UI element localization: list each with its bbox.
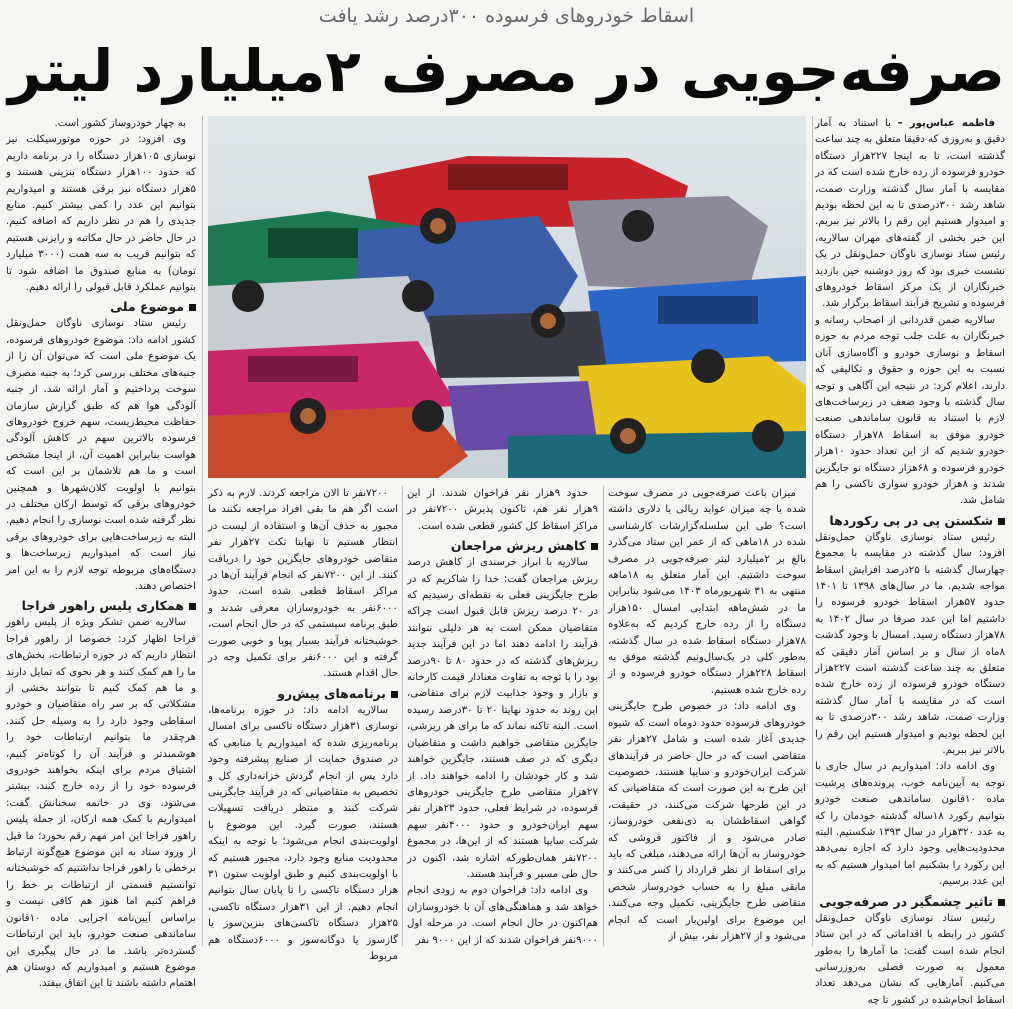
column-rule (402, 486, 403, 946)
bullet-square-icon (998, 518, 1005, 525)
paragraph: رئیس ستاد نوسازی ناوگان حمل‌ونقل افزود: سال گذشته در مقایسه با مجموع چهارسال گذشته با ۲۵درصد افزایش اسقاط مواجه شدیم. ما در سال‌های ۱۳۹۸ تا ۱۴۰۱ حدود ۵۷هزار اسقاط خودرو فرسوده را داشتیم اما این عدد صرفا در سال ۱۴۰۲ به ۷۸هزار دستگاه رسید. امسال با وجود گذشت ۸ماه از سال و بر اساس آمار دقیقی که متعلق به چند ساعت گذشته است ۲۲۷هزار دستگاه خودرو فرسوده از رده خارج شده است که در مقایسه با آمار سال گذشته وزارت صمت، شاهد رشد ۳۰۰درصدی تا به این لحظه بودیم و امیدوار هستیم این رقم را بالاتر نیز ببریم. (815, 531, 1005, 757)
paragraph: میزان باعث صرفه‌جویی در مصرف سوخت شده یا چه میزان عواید ریالی یا دلاری داشته است؟ طی این سلسله‌گزارشات کارشناسی شده در ۱۸ماهی که از عمر این ستاد می‌گذرد بالغ بر ۲میلیارد لیتر صرفه‌جویی در مصرف سوخت داشتیم. این آمار متعلق به ۱۸ماهه منتهی به ۳۱ شهریورماه ۱۴۰۳ می‌شود بنابراین ما در شش‌ماهه ابتدایی امسال ۱۵۰هزار دستگاه را از رده خارج کردیم که به‌علاوه ۷۸هزار دستگاه اسقاط شده در سال گذشته، به‌طور کلی در یک‌سال‌ونیم گذشته موفق به اسقاط ۲۲۸هزار دستگاه خودرو فرسوده و از رده خارج شده هستیم. (608, 488, 807, 696)
paragraph: وی ادامه داد: در خصوص طرح جایگزینی خودروهای فرسوده حدود دوماه است که شیوه جدیدی آغاز شده است و شامل ۲۷هزار نفر متقاضی است که در حال حاضر در فرآیندهای شرکت ایران‌خودرو و سایپا هستند. خصوصیت این طرح به این صورت است که متقاضیانی که در این طرحها شرکت می‌کنند، در حقیقت، گواهی اسقاطشان به ذی‌نفعی خودروساز، صادر می‌شود و از فاکتور فروشی که خودروساز به آن‌ها ارائه می‌دهند، مبلغی که باید برای اسقاط از نظر قرارداد را کسر می‌کنند و مابقی مبلغ را به حساب خودروساز شخص متقاضی طرح جایگزینی، تکمیل وجه می‌کنند. این موضوع برای اولین‌بار است که انجام می‌شود و از ۲۷هزار نفر، بیش از (608, 701, 806, 942)
paragraph: وی ادامه داد: امیدواریم در سال جاری با توجه به آیین‌نامه خوب، پرونده‌های پرشیت ماده ۱۰قانون ساماندهی صنعت خودرو بتوانیم رکورد ۱۸ساله گذشته خودمان را که به عدد ۳۲۰هزار در سال ۱۳۹۳ شکستیم. البته محدودیت‌هایی وجود دارد که اجازه نمی‌دهد این رکورد را بشکنیم اما امیدوار هستیم که به این عدد برسیم. (815, 761, 1005, 888)
car-pile-image (208, 116, 806, 478)
subhead: همکاری پلیس راهور فراجا (6, 597, 196, 615)
subhead: تاثیر چشمگیر در صرفه‌جویی (815, 893, 1005, 911)
bullet-square-icon (391, 691, 398, 698)
byline: فاطمه عباس‌پور – (897, 118, 995, 129)
paragraph: رئیس ستاد نوسازی ناوگان حمل‌ونقل کشور ادامه داد: موضوع خودروهای فرسوده، یک موضوع ملی است که می‌توان آن را از جنبه‌های مختلف بررسی کرد؛ به جنبه مصرف سوخت پرداختیم و آمار ارائه شد. از جنبه آلودگی هوا هم که طبق گزارش سازمان حفاظت محیط‌زیست، سهم خروج خودروهای فرسوده بالاترین سهم در کاهش آلودگی هواست بنابراین اهمیت آن، از اینجا مشخص است و ما هم تلاشمان بر این است که بتوانیم با اولویت کلان‌شهرها و همچنین خودروهای برقی که توسط ارکان مختلف در نظر گرفته شده است نوسازی را انجام دهیم. البته به زیرساخت‌هایی برای خودروهای برقی نیاز است که امیدواریم زیرساخت‌ها و دستگاه‌های مربوطه توجه لازم را به این امر اختصاص دهند. (6, 318, 196, 592)
paragraph: سالاریه با ابراز خرسندی از کاهش درصد ریزش مراجعان گفت: خدا را شاکریم که در طرح جایگزینی فعلی به نقطه‌ای رسیدیم که در ۲۰ درصد ریزش قابل قبول است چراکه متقاضیان ممکن است به هر دلیلی نتوانند فرآیند را ادامه دهند اما در این فرآیند جدید ریزش‌های گذشته که در حدود ۸۰ تا ۹۰درصد بود را با توجه به تفاوت معنادار قیمت کارخانه و بازار و وجود جذابیت لازم برای متقاضی، این روند به حدود نهایتا ۲۰ تا ۳۰درصد رسیده است. البته تاکنه نماند که ما برای هر ریزشی، جایگزین متقاضی خواهیم داشت و متقاضیان دیگری که در صف هستند، جایگزین خواهند شد و کار خودشان را ادامه خواهند داد. از ۲۷هزار متقاضی طرح جایگزینی خودروهای فرسوده، در شرایط فعلی، حدود ۲۳هزار نفر سهم ایران‌خودرو و حدود ۴۰۰۰نفر سهم شرکت سایپا هستند که از این‌ها، در مجموع ۷۲۰۰نفر همان‌طورکه اشاره شد، اکنون در حال طی مسیر و فرآیند هستند. (407, 557, 599, 880)
subhead: موضوع ملی (6, 298, 196, 316)
bullet-square-icon (591, 543, 598, 550)
paragraph: وی افزود: در حوزه موتورسیکلت نیز نوسازی ۱۰۵هزار دستگاه را در برنامه داریم که حدود ۱۰۰هزار دستگاه بنزینی هستند و ۵هزار دستگاه نیز برقی هستند و امیدواریم بتوانیم این عدد را کمی بیشتر کنیم. منابع جدیدی را هم در نظر داریم که اضافه کنیم. در حال حاضر در حال مکاتبه و رایزنی هستیم که بتوانیم قریب به سه همت (۳۰۰۰ میلیارد تومان) به منابع صندوق ما اضافه شود تا بتوانیم عملکرد قابل قبولی را ارائه دهیم. (6, 134, 196, 294)
headline: صرفه‌جویی در مصرف ۲میلیارد لیتر (8, 37, 1005, 105)
paragraph: سالاریه ضمن تشکر ویژه از پلیس راهور فراجا اظهار کرد: خصوصا از راهور فراجا انتظار داریم که در حوزه ارتباطات، بخش‌های ما را هم کمک کنند و هر نحوی که تمایل دارند و ما هم کمک کنیم تا بتوانند بخشی از مشکلاتی که بر سر راه متقاضیان و خودرو اسقاطی وجود دارد را به وسیله حل کنند. هرچقدر ما بتوانیم ارتباطات خود را هوشمندتر و فرآیند آن را کوتاه‌تر کنیم، اشتیاق مردم برای اینکه بخواهند خودروی فرسوده خود را از رده خارج کنند، بیشتر می‌شود. وی در خاتمه سخنانش گفت: امیدواریم با کمک همه ارکان، از جمله پلیس راهور فراجا این امر مهم رقم بخورد؛ ما قبل از ورود ستاد به این موضوع هیچ‌گونه ارتباط برخطی با راهور فراجا نداشتیم که خوشبختانه توانستیم قسمتی از ارتباطات بر خط را فراهم کنیم اما هنوز هم کافی نیست و براساس آیین‌نامه اجرایی ماده ۱۰قانون ساماندهی صنعت خودرو، باید این ارتباطات گسترده‌تر باشد. ما در حال پیگیری این موضوع هستیم و امیدواریم که دوستان هم اهتمام داشته باشند تا این اتفاق بیفتد. (5, 617, 196, 990)
paragraph: رئیس ستاد نوسازی ناوگان حمل‌ونقل کشور در رابطه با اقداماتی که در این ستاد انجام شده است گفت: ما آمارها را به‌طور معمول به صورت فصلی به‌روزرسانی می‌کنیم. آمارهایی که نشان می‌دهد تعداد اسقاط انجام‌شده در کشور تا چه (815, 912, 1005, 1006)
subhead: کاهش ریزش مراجعان (407, 537, 598, 555)
bullet-square-icon (998, 899, 1005, 906)
paragraph: وی ادامه داد: فراخوان دوم به زودی انجام خواهد شد و هماهنگی‌های آن با خودروسازان هم‌اکنون در حال انجام است. در مرحله اول ۹۰۰۰نفر فراخوان شدند که از این ۹۰۰۰ نفر (407, 885, 598, 946)
column-rule (812, 116, 813, 946)
paragraph: حدود ۹هزار نفر فراخوان شدند. از این ۹هزار نفر هم، تاکنون پذیرش ۷۲۰۰نفر در مراکز اسقاط کل کشور قطعی شده است. (407, 488, 598, 532)
scrapped-cars-photo (208, 116, 806, 478)
kicker: اسقاط خودروهای فرسوده ۳۰۰درصد رشد یافت (318, 5, 695, 27)
column-right (815, 116, 1005, 1006)
subhead: برنامه‌های پیش‌رو (208, 685, 398, 703)
paragraph: سالاریه ادامه داد: در حوزه برنامه‌ها، نوسازی ۳۱هزار دستگاه تاکسی برای امسال برنامه‌ریزی شده که امیدواریم با منابعی که در صندوق حمایت از صنایع پیشرفته وجود دارد پس از انجام گردش خزانه‌داری کل و تخصیص به متقاضیانی که در فرآیند جایگزینی شرکت کنند و منتظر دریافت تسهیلات هستند، صورت گیرد. این موضوع با اولویت‌بندی انجام می‌شود؛ با توجه به اینکه محدودیت منابع وجود دارد، مجبور هستیم که با اولویت‌بندی کنیم و طبق اولویت ستون ۳۱ هزار دستگاه تاکسی را تا پایان سال بتوانیم انجام دهیم. از این ۳۱هزار دستگاه تاکسی، ۲۵هزار دستگاه تاکسی‌های بنزین‌سوز یا گازسوز یا دوگانه‌سوز و ۶۰۰۰دستگاه هم مربوط (208, 704, 399, 962)
subhead: شکستن پی در پی رکوردها (815, 512, 1005, 530)
bullet-square-icon (189, 304, 196, 311)
paragraph: ۷۲۰۰نفر تا الان مراجعه کردند. لازم به ذکر است اگر هم ما بقی افراد مراجعه نکنند ما مجبور به حذف آن‌ها و استفاده از لیست در انتظار هستیم تا نهایتا تکت ۲۷هزار نفر متقاضی خودروهای جایگزین خود را دریافت کنند. از این ۷۲۰۰نفر که انجام فرآیند آن‌ها در مراکز اسقاط قطعی شده است، حدود ۶۰۰۰نفر به خودروسازان معرفی شدند و طبق برنامه سیستمی که در حال انجام است، خوشبختانه فرآیند بسیار پویا و خوبی صورت گرفته و این ۶۰۰۰نفر برای تکمیل وجه در حال اقدام هستند. (208, 488, 398, 680)
column-under-photo-2 (407, 486, 598, 950)
paragraph: به چهار خودروساز کشور است. (54, 118, 186, 129)
column-under-photo-1 (608, 486, 806, 950)
column-rule (202, 116, 203, 946)
paragraph: سالاریه ضمن قدردانی از اصحاب رسانه و خبرنگاران به علت جلب توجه مردم به حوزه اسقاط و نوسازی خودرو و آگاه‌سازی آنان نسبت به این حوزه و حقوق و تکالیفی که دارند، اعلام کرد: در نتیجه این آگاهی و توجه سال گذشته با وجود ضعف در زیرساخت‌های لازم با استناد به قانون ساماندهی صنعت خودرو موفق به اسقاط ۷۸هزار دستگاه خودرو شدیم که از این تعداد حدود ۱۰هزار خودرو فرسوده و ۶۸هزار دستگاه نو جایگزین شدند و ۸هزار خودرو سواری تاکسی را هم شامل شد. (815, 314, 1005, 507)
paragraph: با استناد به آمار دقیق و به‌روزی که دقیقا متعلق به چند ساعت گذشته است، تا به اینجا ۲۲۷هزار دستگاه خودرو فرسوده از رده خارج شده است که در مقایسه با آمار سال گذشته وزارت صمت، شاهد رشد ۳۰۰درصدی تا به این لحظه بودیم و امیدوار هستیم این رقم را بالاتر نیز ببریم. این خبر بخشی از گفته‌های مهران سالاریه، رئیس ستاد نوسازی ناوگان حمل‌ونقل در یک نشست خبری بود که روز دوشنبه حین بازدید خبرنگاران از یک مرکز اسقاط خودروهای فرسوده و تشریح فرآیند اسقاط برگزار شد. (815, 118, 1005, 310)
column-left (5, 116, 196, 990)
column-rule (603, 486, 604, 946)
bullet-square-icon (189, 603, 196, 610)
column-under-photo-3 (208, 486, 399, 962)
